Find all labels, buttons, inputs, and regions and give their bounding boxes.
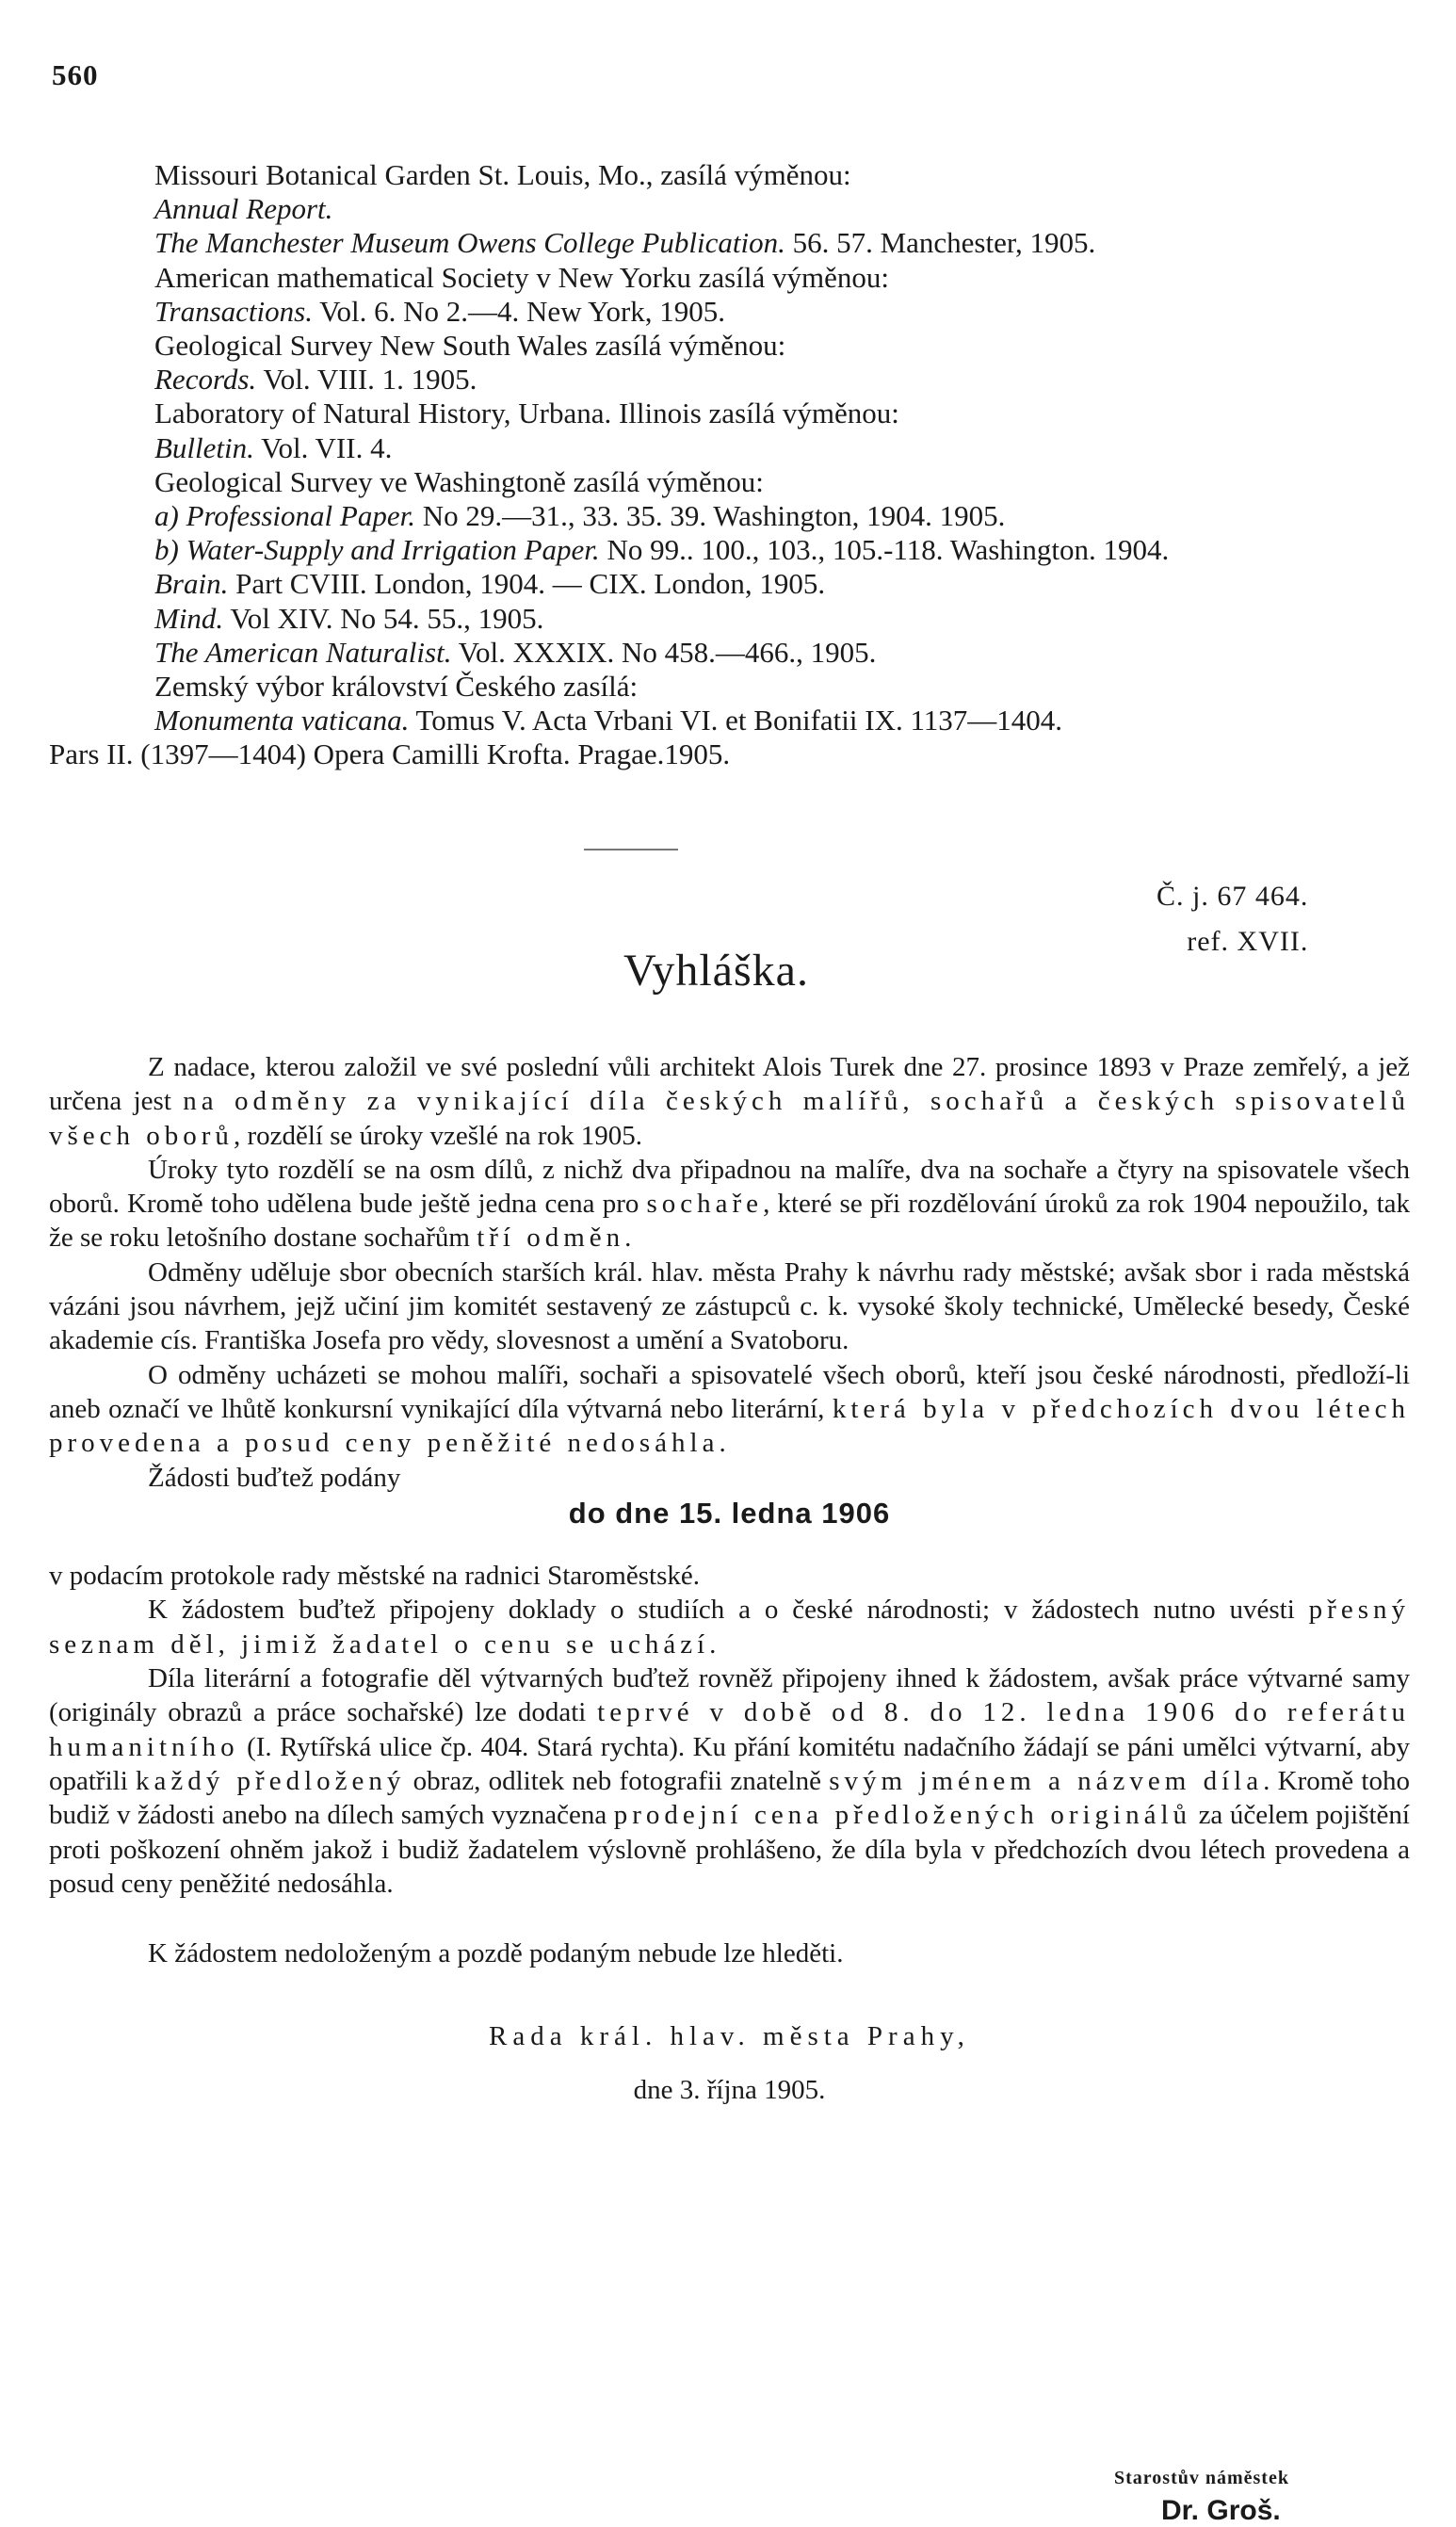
notice-paragraph: Odměny uděluje sbor obecních starších král. hlav. města Prahy k návrhu rady městské; avšak sbor i rada městská vázáni jsou návrhem, jejž učiní jim komitét sestavený ze zástupců c. k. vysoké školy technické, Umělecké besedy, České akademie cís. Františka Josefa pro vědy, slovesnost a umění a Svatoboru. (49, 1256, 1410, 1356)
notice-paragraph: K žádostem nedoloženým a pozdě podaným nebude lze hleděti. (148, 1938, 844, 1969)
publication-title: Transactions. (154, 294, 313, 328)
publication-details: Vol. VII. 4. (253, 430, 393, 464)
publication-title: a) Professional Paper. (154, 499, 415, 533)
exchange-line: Geological Survey New South Wales zasílá výměnou: (154, 329, 786, 363)
notice-paragraph: Úroky tyto rozdělí se na osm dílů, z nichž dva připadnou na malíře, dva na sochaře a čtyry na spisovatele všech oborů. Kromě toho udělena bude ještě jedna cena pro sochaře, které se při rozdělování úroků za rok 1904 nepoužilo, tak že se roku letošního dostane sochařům tří odměn. (49, 1154, 1410, 1254)
exchange-line (49, 226, 1410, 260)
reference-number: Č. j. 67 464. (1157, 881, 1309, 912)
publication-title: Monumenta vaticana. (154, 704, 410, 737)
exchange-line: American mathematical Society v New Yorku zasílá výměnou: (154, 260, 889, 294)
publication-details: Vol XIV. No 54. 55., 1905. (223, 601, 544, 635)
publication-details: Vol. 6. No 2.—4. New York, 1905. (312, 294, 726, 328)
exchange-line: Pars II. (1397—1404) Opera Camilli Krofta. Pragae.1905. (49, 737, 731, 771)
section-divider (584, 849, 678, 850)
exchange-line: Missouri Botanical Garden St. Louis, Mo., zasílá výměnou: (154, 158, 851, 191)
publication-details: Tomus V. Acta Vrbani VI. et Bonifatii IX. 1137—1404. (409, 704, 1063, 737)
emphasis: která byla v předchozích dvou létech provedena a posud ceny peněžité nedosáhla (49, 1393, 1410, 1459)
exchange-line (49, 192, 1410, 226)
exchange-line (49, 431, 1410, 465)
exchange-line (49, 567, 1410, 601)
publication-details: Vol. VIII. 1. 1905. (256, 363, 477, 397)
publication-title: b) Water-Supply and Irrigation Paper. (154, 533, 600, 567)
exchange-line (49, 636, 1410, 670)
publication-title: Brain. (154, 567, 229, 601)
notice-date: dne 3. října 1905. (633, 2074, 826, 2105)
deadline: do dne 15. ledna 1906 (568, 1496, 891, 1530)
notice-paragraph: O odměny ucházeti se mohou malíři, sochaři a spisovatelé všech oborů, kteří jsou české národnosti, předloží-li aneb označí ve lhůtě konkursní vynikající díla výtvarná nebo literární, která byla v předchozích dvou létech provedena a posud ceny peněžité nedosáhla. (49, 1359, 1410, 1459)
exchange-line (49, 363, 1410, 397)
notice-title: Vyhláška. (623, 946, 809, 996)
signature-name: Dr. Groš. (1161, 2495, 1281, 2526)
notice-body (49, 1050, 1410, 2107)
council-name: Rada král. hlav. města Prahy, (489, 2021, 970, 2052)
publication-title: Mind. (154, 601, 224, 635)
notice-paragraph: Z nadace, kterou založil ve své poslední vůli architekt Alois Turek dne 27. prosince 1893 v Praze zemřelý, a jež určena jest na odměny za vynikající díla českých malířů, sochařů a českých spisovatelů všech oborů, rozdělí se úroky vzešlé na rok 1905. (49, 1052, 1411, 1151)
exchange-line (49, 602, 1410, 636)
publication-details: Vol. XXXIX. No 458.—466., 1905. (451, 635, 877, 669)
publication-title: Annual Report. (154, 192, 333, 226)
publication-title: The Manchester Museum Owens College Publication. (154, 226, 785, 260)
publication-title: Bulletin. (154, 430, 254, 464)
emphasis: tří odměn (477, 1223, 625, 1254)
publication-details: No 99.. 100., 103., 105.-118. Washington. 1904. (599, 533, 1170, 567)
notice-paragraph: v podacím protokole rady městské na radnici Staroměstské. (49, 1561, 700, 1592)
exchange-line: Geological Survey ve Washingtoně zasílá výměnou: (154, 464, 764, 498)
emphasis: přesný seznam děl, jimiž žadatel o cenu se uchází (49, 1595, 1410, 1660)
exchange-line (49, 295, 1410, 329)
publication-title: The American Naturalist. (154, 635, 452, 669)
notice-paragraph: K žádostem buďtež připojeny doklady o studiích a o české národnosti; v žádostech nutno uvésti přesný seznam děl, jimiž žadatel o cenu se uchází. (49, 1595, 1410, 1660)
exchange-line (49, 704, 1410, 737)
page-number: 560 (52, 58, 99, 91)
emphasis: na odměny za vynikající díla českých malířů, sochařů a českých spisovatelů všech oborů (49, 1086, 1411, 1151)
exchange-line: Laboratory of Natural History, Urbana. Illinois zasílá výměnou: (154, 397, 899, 430)
signature-role: Starostův náměstek (1114, 2468, 1289, 2488)
emphasis: teprvé v době od 8. do 12. ledna 1906 do referátu humanitního (49, 1697, 1410, 1762)
notice-paragraph: Žádosti buďtež podány (148, 1462, 401, 1493)
publication-details: 56. 57. Manchester, 1905. (785, 226, 1096, 260)
publication-title: Records. (154, 363, 257, 397)
emphasis: svým jménem a názvem díla (829, 1765, 1264, 1796)
notice-paragraph: Díla literární a fotografie děl výtvarných buďtež rovněž připojeny ihned k žádostem, avšak práce výtvarné samy (originály obrazů a práce sochařské) lze dodati teprvé v době od 8. do 12. ledna 1906 do referátu humanitního (I. Rytířská ulice čp. 404. Stará rychta). Ku přání komitétu nadačního žádají se páni umělci výtvarní, aby opatřili každý předložený obraz, odlitek neb fotografii znatelně svým jménem a názvem díla. Kromě toho budiž v žádosti anebo na dílech samých vyznačena prodejní cena předložených originálů za účelem pojištění proti poškození ohněm jakož i budiž žadatelem výslovně prohlášeno, že díla byla v předchozích dvou létech provedena a posud ceny peněžité nedosáhla. (49, 1663, 1410, 1899)
publication-details: No 29.—31., 33. 35. 39. Washington, 1904. 1905. (414, 499, 1006, 533)
exchange-line (49, 533, 1410, 567)
emphasis: prodejní cena předložených originálů (613, 1800, 1192, 1831)
publication-details: Part CVIII. London, 1904. — CIX. London, 1905. (228, 567, 826, 601)
exchange-list (49, 158, 1410, 772)
reference-block (1157, 874, 1308, 964)
emphasis: každý předložený (136, 1765, 406, 1796)
exchange-line (49, 499, 1410, 533)
exchange-line: Zemský výbor království Českého zasílá: (154, 670, 639, 704)
reference-dept: ref. XVII. (1187, 926, 1309, 957)
emphasis: sochaře (646, 1189, 764, 1220)
